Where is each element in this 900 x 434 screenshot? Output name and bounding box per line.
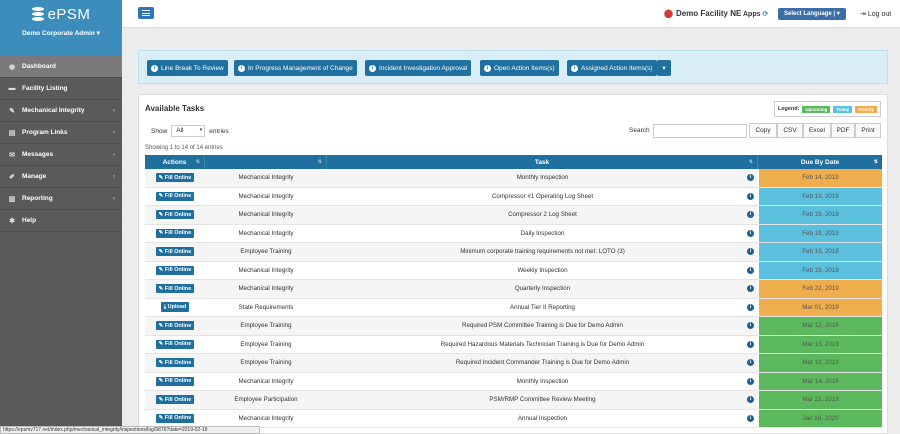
sidebar-item-program-links[interactable] xyxy=(0,122,122,144)
info-icon[interactable]: i xyxy=(747,193,754,200)
info-icon[interactable]: i xyxy=(747,415,754,422)
table-info: Showing 1 to 14 of 14 entries xyxy=(145,145,223,151)
chevron-left-icon: ‹ xyxy=(113,173,115,180)
info-icon[interactable]: i xyxy=(747,396,754,403)
info-icon: i xyxy=(369,65,376,72)
due-date-badge: Mar 13, 2019 xyxy=(759,354,882,372)
print-button[interactable]: Print xyxy=(855,123,881,138)
fill-online-button[interactable]: ✎ Fill Online xyxy=(156,229,195,238)
cell-task xyxy=(327,336,758,354)
task-name: Compressor #1 Operating Log Sheet xyxy=(491,192,594,200)
cell-action xyxy=(145,188,205,206)
cell-task xyxy=(327,188,758,206)
sidebar-item-label: Reporting xyxy=(22,195,53,202)
csv-button[interactable]: CSV xyxy=(777,123,803,138)
moc-button[interactable]: i In Progress Management of Change xyxy=(234,60,357,76)
task-name: Monthly Inspection xyxy=(516,377,569,385)
action-banner xyxy=(138,50,888,84)
info-icon[interactable]: i xyxy=(747,267,754,274)
col-due-date[interactable]: Due By Date ⇅ xyxy=(800,158,878,166)
task-name: Daily Inspection xyxy=(520,229,565,237)
tasks-table xyxy=(145,155,882,428)
cell-action xyxy=(145,225,205,243)
info-icon[interactable]: i xyxy=(747,359,754,366)
open-action-items-button[interactable]: i Open Action Items(s) xyxy=(480,60,559,76)
pdf-button[interactable]: PDF xyxy=(831,123,855,138)
sidebar-nav xyxy=(0,56,122,232)
book-icon: ▤ xyxy=(8,129,16,137)
cell-action xyxy=(145,336,205,354)
info-icon: i xyxy=(484,65,491,72)
cell-due-date xyxy=(758,317,882,335)
cell-due-date xyxy=(758,354,882,372)
task-name: Compressor 2 Log Sheet xyxy=(508,211,577,219)
cell-category: Mechanical Integrity xyxy=(238,211,294,219)
list-icon: ▬ xyxy=(8,85,16,92)
chevron-left-icon: ‹ xyxy=(113,107,115,114)
task-name: Annual Inspection xyxy=(517,414,568,422)
due-date-badge: Feb 19, 2019 xyxy=(759,262,882,280)
fill-online-button[interactable]: ✎ Fill Online xyxy=(156,414,195,423)
fill-online-button[interactable]: ✎ Fill Online xyxy=(156,210,195,219)
cell-due-date xyxy=(758,262,882,280)
sidebar-item-label: Facility Listing xyxy=(22,85,68,92)
table-row xyxy=(145,336,882,355)
legend: Legend: Upcoming Today Priority xyxy=(774,101,881,117)
table-row xyxy=(145,373,882,392)
fill-online-button[interactable]: ✎ Fill Online xyxy=(156,247,195,256)
cell-due-date xyxy=(758,391,882,409)
logout-icon: ⇥ xyxy=(860,11,866,18)
cell-task xyxy=(327,243,758,261)
incident-approval-button[interactable]: i Incident Investigation Approval xyxy=(365,60,471,76)
task-name: Annual Tier II Reporting xyxy=(509,303,575,311)
cell-task xyxy=(327,317,758,335)
info-icon: i xyxy=(238,65,245,72)
table-row xyxy=(145,317,882,336)
brand-header xyxy=(0,0,122,56)
cell-task xyxy=(327,391,758,409)
cell-task xyxy=(327,354,758,372)
sidebar-item-label: Program Links xyxy=(22,129,68,136)
task-name: PSM/RMP Committee Review Meeting xyxy=(489,396,596,404)
cell-action xyxy=(145,299,205,317)
legend-today: Today xyxy=(833,106,852,113)
facility-selector[interactable]: ⬤ Demo Facility NE xyxy=(664,9,742,18)
cell-category: State Requirements xyxy=(238,303,294,311)
browser-status-url: https://epsmv717.net/index.php/mechanical_integrity/inspections/log/9876?date=2019-02-19 xyxy=(0,426,260,434)
info-icon[interactable]: i xyxy=(747,341,754,348)
sort-icon: ⇅ xyxy=(748,159,753,165)
cell-action xyxy=(145,243,205,261)
cell-task xyxy=(327,280,758,298)
cell-category: Mechanical Integrity xyxy=(238,229,294,237)
sidebar-item-dashboard[interactable] xyxy=(0,56,122,78)
map-pin-icon: ⬤ xyxy=(664,9,673,18)
sort-asc-icon: ⇅ xyxy=(873,159,878,165)
cell-category: Employee Training xyxy=(240,322,292,330)
cell-due-date xyxy=(758,373,882,391)
page-length-control: Show All ▾ entries xyxy=(151,125,229,137)
panel-title: Available Tasks xyxy=(145,104,205,113)
due-date-badge: Feb 19, 2019 xyxy=(759,206,882,224)
cell-category: Employee Training xyxy=(240,359,292,367)
cell-action xyxy=(145,317,205,335)
cell-due-date xyxy=(758,410,882,428)
info-icon[interactable]: i xyxy=(747,304,754,311)
cell-task xyxy=(327,169,758,187)
legend-upcoming: Upcoming xyxy=(802,106,830,113)
caret-down-icon: ▾ xyxy=(662,65,666,72)
apps-link[interactable]: Apps ⟳ xyxy=(743,11,769,18)
cell-action xyxy=(145,206,205,224)
line-break-review-button[interactable]: i Line Break To Review xyxy=(147,60,228,76)
sidebar-item-label: Dashboard xyxy=(22,63,56,70)
available-tasks-panel xyxy=(138,94,888,434)
cell-category: Mechanical Integrity xyxy=(238,192,294,200)
due-date-badge: Mar 14, 2019 xyxy=(759,373,882,391)
chevron-left-icon: ‹ xyxy=(113,129,115,136)
search-input[interactable] xyxy=(653,124,747,138)
fill-online-button[interactable]: ✎ Fill Online xyxy=(156,266,195,275)
page-length-select[interactable]: All ▾ xyxy=(171,125,205,137)
cell-action xyxy=(145,280,205,298)
brand-name: ePSM xyxy=(47,6,91,23)
sidebar-item-label: Mechanical Integrity xyxy=(22,107,85,114)
due-date-badge: Mar 22, 2019 xyxy=(759,391,882,409)
copy-button[interactable]: Copy xyxy=(749,123,777,138)
task-name: Required Hazardous Materials Technician Training is Due for Demo Admin xyxy=(440,340,645,348)
sidebar-item-help[interactable] xyxy=(0,210,122,232)
fill-online-button[interactable]: ✎ Fill Online xyxy=(156,358,195,367)
table-row xyxy=(145,280,882,299)
sidebar-item-label: Help xyxy=(22,217,37,224)
excel-button[interactable]: Excel xyxy=(803,123,831,138)
due-date-badge: Feb 19, 2019 xyxy=(759,243,882,261)
cell-category: Mechanical Integrity xyxy=(238,377,294,385)
pencil-icon: ✐ xyxy=(9,173,15,181)
info-icon: i xyxy=(151,65,158,72)
chevron-left-icon: ‹ xyxy=(113,195,115,202)
cell-category: Employee Participation xyxy=(234,396,298,404)
more-dropdown-button[interactable] xyxy=(657,60,671,76)
cell-action xyxy=(145,410,205,428)
due-date-badge: Mar 12, 2019 xyxy=(759,317,882,335)
table-row xyxy=(145,299,882,318)
sidebar-item-manage[interactable] xyxy=(0,166,122,188)
due-date-badge: Feb 22, 2019 xyxy=(759,280,882,298)
cell-action xyxy=(145,373,205,391)
table-row xyxy=(145,225,882,244)
fill-online-button[interactable]: ✎ Fill Online xyxy=(156,395,195,404)
sidebar-item-label: Messages xyxy=(22,151,54,158)
menu-toggle-button[interactable] xyxy=(138,7,154,19)
cell-task xyxy=(327,262,758,280)
cell-category: Mechanical Integrity xyxy=(238,414,294,422)
org-switcher[interactable]: Demo Corporate Admin ▾ xyxy=(22,30,100,37)
cell-due-date xyxy=(758,225,882,243)
table-row xyxy=(145,354,882,373)
bar-chart-icon: ▥ xyxy=(8,195,16,203)
cell-due-date xyxy=(758,169,882,187)
due-date-badge: Jan 16, 2020 xyxy=(759,410,882,428)
sidebar-item-label: Manage xyxy=(22,173,47,180)
table-row xyxy=(145,169,882,188)
apps-icon: ⟳ xyxy=(762,11,769,18)
info-icon[interactable]: i xyxy=(747,230,754,237)
cell-due-date xyxy=(758,206,882,224)
info-icon[interactable]: i xyxy=(747,248,754,255)
table-row xyxy=(145,188,882,207)
info-icon[interactable]: i xyxy=(747,211,754,218)
fill-online-button[interactable]: ✎ Fill Online xyxy=(156,173,195,182)
cell-category: Mechanical Integrity xyxy=(238,266,294,274)
cell-task xyxy=(327,206,758,224)
dashboard-icon: ◉ xyxy=(8,63,16,71)
sort-icon: ⇅ xyxy=(195,159,200,165)
sidebar-item-mechanical-integrity[interactable] xyxy=(0,100,122,122)
cell-task xyxy=(327,225,758,243)
sort-icon: ⇅ xyxy=(317,159,322,165)
table-row xyxy=(145,391,882,410)
cell-category: Employee Training xyxy=(240,340,292,348)
top-bar xyxy=(122,0,900,28)
col-actions[interactable]: Actions ⇅ xyxy=(145,155,205,169)
cell-due-date xyxy=(758,336,882,354)
task-name: Monthly Inspection xyxy=(516,174,569,182)
wrench-icon: ✎ xyxy=(9,107,15,115)
sidebar xyxy=(0,0,122,434)
due-date-badge: Feb 14, 2019 xyxy=(759,169,882,187)
language-select[interactable]: Select Language | ▾ xyxy=(778,8,846,20)
cell-due-date xyxy=(758,280,882,298)
cell-category: Mechanical Integrity xyxy=(238,285,294,293)
logout-link[interactable]: ⇥ Log out xyxy=(860,11,892,18)
info-icon[interactable]: i xyxy=(747,285,754,292)
task-name: Minimum corporate training requirements not met: LOTO (3) xyxy=(460,248,625,256)
table-row xyxy=(145,262,882,281)
due-date-badge: Mar 13, 2019 xyxy=(759,336,882,354)
envelope-icon: ✉ xyxy=(9,151,15,159)
info-icon: i xyxy=(571,65,578,72)
col-category[interactable] xyxy=(205,155,327,169)
table-row xyxy=(145,206,882,225)
task-name: Quarterly Inspection xyxy=(514,285,571,293)
cell-task xyxy=(327,410,758,428)
sidebar-item-messages[interactable] xyxy=(0,144,122,166)
cell-action xyxy=(145,354,205,372)
col-task[interactable]: Task ⇅ xyxy=(327,155,758,169)
legend-priority: Priority xyxy=(855,106,877,113)
cell-due-date xyxy=(758,243,882,261)
due-date-badge: Feb 19, 2019 xyxy=(759,225,882,243)
table-header xyxy=(145,155,882,169)
cell-action xyxy=(145,391,205,409)
info-icon[interactable]: i xyxy=(747,174,754,181)
cell-task xyxy=(327,373,758,391)
chevron-left-icon: ‹ xyxy=(113,151,115,158)
sidebar-item-facility-listing[interactable] xyxy=(0,78,122,100)
cell-category: Employee Training xyxy=(240,248,292,256)
assigned-action-items-button[interactable]: i Assigned Action Items(s) xyxy=(567,60,657,76)
sidebar-item-reporting[interactable] xyxy=(0,188,122,210)
table-body xyxy=(145,169,882,428)
info-icon[interactable]: i xyxy=(747,322,754,329)
fill-online-button[interactable]: ✎ Fill Online xyxy=(156,192,195,201)
due-date-badge: Feb 19, 2019 xyxy=(759,188,882,206)
cell-due-date xyxy=(758,299,882,317)
task-name: Required PSM Committee Training is Due for Demo Admin xyxy=(462,322,623,330)
upload-button[interactable]: ⤓ Upload xyxy=(161,302,190,312)
fill-online-button[interactable]: ✎ Fill Online xyxy=(156,377,195,386)
help-icon: ✱ xyxy=(9,217,15,225)
fill-online-button[interactable]: ✎ Fill Online xyxy=(156,340,195,349)
cell-task xyxy=(327,299,758,317)
fill-online-button[interactable]: ✎ Fill Online xyxy=(156,284,195,293)
chevron-down-icon: ▾ xyxy=(96,30,100,37)
cell-action xyxy=(145,262,205,280)
cell-category: Mechanical Integrity xyxy=(238,174,294,182)
database-icon xyxy=(32,7,44,22)
table-row xyxy=(145,243,882,262)
task-name: Weekly Inspection xyxy=(517,266,568,274)
fill-online-button[interactable]: ✎ Fill Online xyxy=(156,321,195,330)
info-icon[interactable]: i xyxy=(747,378,754,385)
task-name: Required Incident Commander Training is Due for Demo Admin xyxy=(455,359,630,367)
cell-due-date xyxy=(758,188,882,206)
cell-action xyxy=(145,169,205,187)
due-date-badge: Mar 01, 2019 xyxy=(759,299,882,317)
search-label: Search xyxy=(629,127,650,134)
